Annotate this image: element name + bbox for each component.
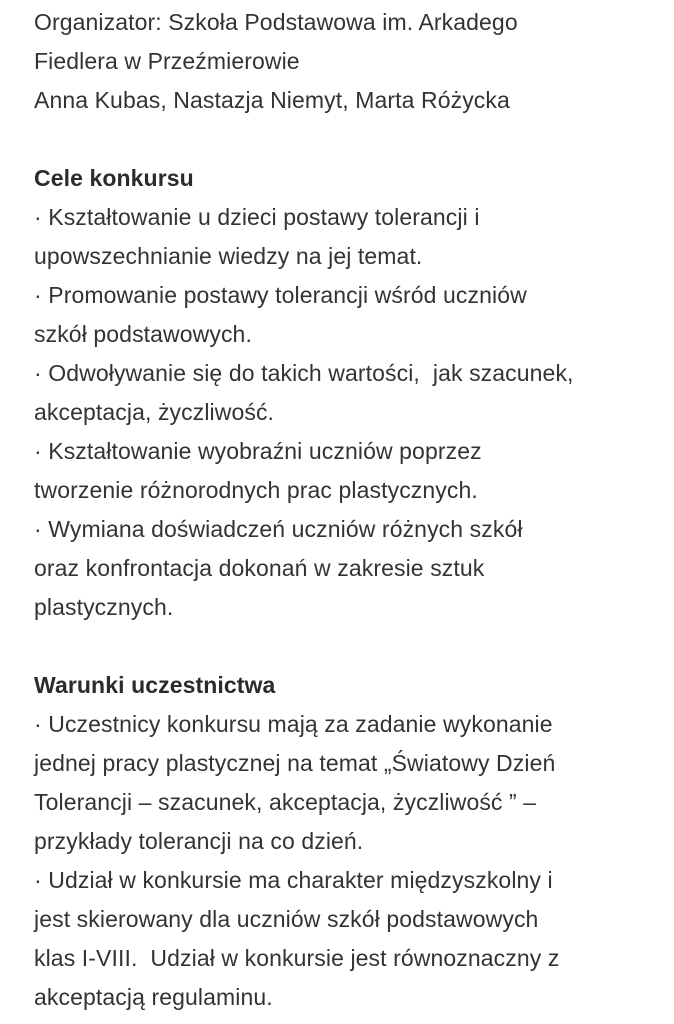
organizer-section xyxy=(34,3,659,120)
goals-line: szkół podstawowych. xyxy=(34,321,252,347)
section-gap xyxy=(34,627,659,666)
goals-line: · Kształtowanie wyobraźni uczniów poprzez xyxy=(34,438,482,464)
goals-line: tworzenie różnorodnych prac plastycznych. xyxy=(34,477,478,503)
conditions-heading: Warunki uczestnictwa xyxy=(34,672,276,698)
conditions-line: · Uczestnicy konkursu mają za zadanie wykonanie xyxy=(34,711,553,737)
goals-line: akceptacja, życzliwość. xyxy=(34,399,275,425)
conditions-line: jest skierowany dla uczniów szkół podstawowych xyxy=(34,906,539,932)
goals-heading: Cele konkursu xyxy=(34,165,194,191)
section-gap xyxy=(34,120,659,159)
goals-line: upowszechnianie wiedzy na jej temat. xyxy=(34,243,423,269)
goals-line: oraz konfrontacja dokonań w zakresie sztuk xyxy=(34,555,485,581)
goals-section xyxy=(34,159,659,627)
conditions-line: przykłady tolerancji na co dzień. xyxy=(34,828,364,854)
conditions-line: jednej pracy plastycznej na temat „Światowy Dzień xyxy=(34,750,556,776)
goals-line: · Promowanie postawy tolerancji wśród uczniów xyxy=(34,282,527,308)
organizer-line: Fiedlera w Przeźmierowie xyxy=(34,48,300,74)
article-body xyxy=(34,3,659,1017)
goals-line: · Wymiana doświadczeń uczniów różnych szkół xyxy=(34,516,523,542)
conditions-line: Tolerancji – szacunek, akceptacja, życzliwość ” – xyxy=(34,789,537,815)
goals-line: · Odwoływanie się do takich wartości, jak szacunek, xyxy=(34,360,574,386)
organizer-authors: Anna Kubas, Nastazja Niemyt, Marta Różycka xyxy=(34,87,510,113)
goals-line: plastycznych. xyxy=(34,594,174,620)
conditions-line: · Udział w konkursie ma charakter międzyszkolny i xyxy=(34,867,553,893)
goals-line: · Kształtowanie u dzieci postawy tolerancji i xyxy=(34,204,480,230)
conditions-line: akceptacją regulaminu. xyxy=(34,984,273,1010)
conditions-line: klas I-VIII. Udział w konkursie jest równoznaczny z xyxy=(34,945,560,971)
organizer-line: Organizator: Szkoła Podstawowa im. Arkadego xyxy=(34,9,518,35)
conditions-section xyxy=(34,666,659,1017)
